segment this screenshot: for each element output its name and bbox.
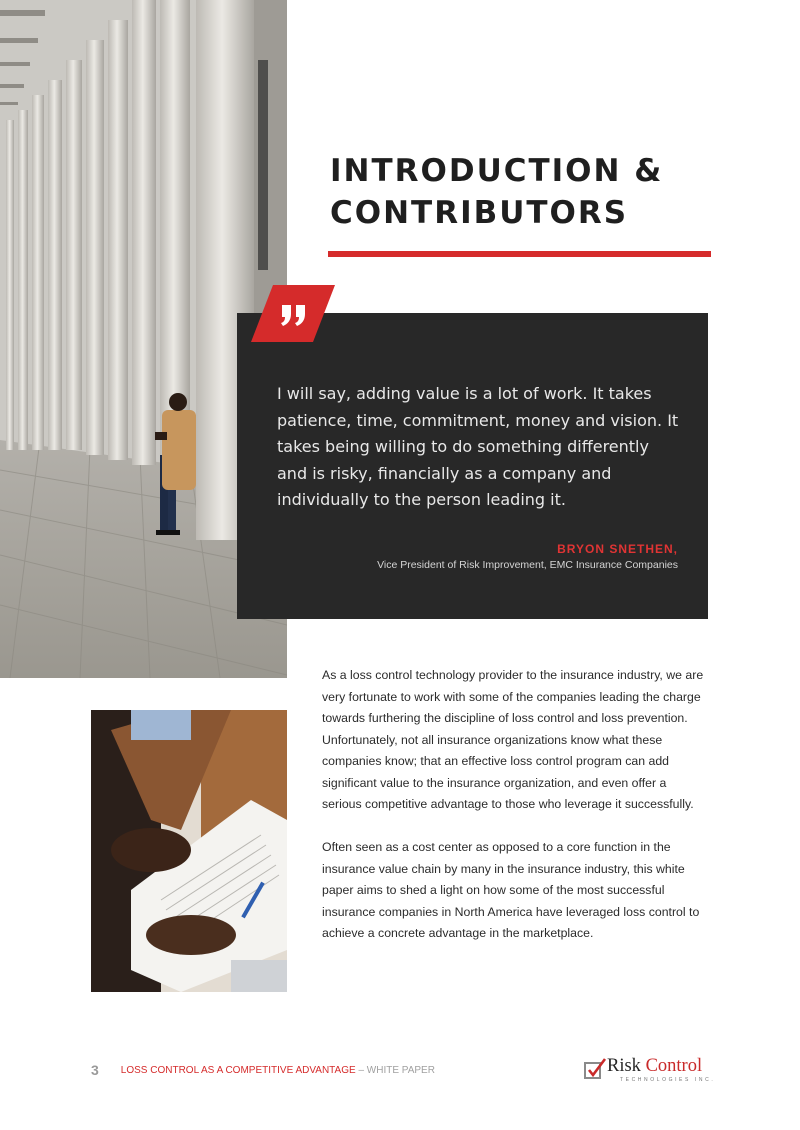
page-number: 3 xyxy=(91,1062,99,1078)
body-text xyxy=(322,665,707,966)
footer-separator: – xyxy=(355,1064,367,1076)
footer-label: WHITE PAPER xyxy=(366,1064,435,1076)
quote-text: I will say, adding value is a lot of work. It takes patience, time, commitment, money and vision. It takes being willing to do something differently and is risky, financially as a company and individually to the person leading it. xyxy=(277,384,679,510)
page-footer xyxy=(91,1062,435,1078)
logo-word-risk: Risk xyxy=(607,1056,641,1076)
body-paragraph-1: As a loss control technology provider to the insurance industry, we are very fortunate to work with some of the companies leading the charge towards furthering the discipline of loss control and loss prevention. Unfortunately, not all insurance organizations know what these companies know; that an effective loss control program can add significant value to the insurance organization, and even offer a serious competitive advantage to those who leverage it successfully. xyxy=(322,668,704,811)
company-logo xyxy=(583,1055,716,1087)
body-paragraph-2: Often seen as a cost center as opposed to a core function in the insurance value chain by many in the insurance industry, this white paper aims to shed a light on how some of the most successful insurance companies in North America have leveraged loss control to achieve a concrete advantage in the marketplace. xyxy=(322,840,700,940)
logo-wordmark xyxy=(607,1056,702,1077)
logo-subtitle: TECHNOLOGIES INC. xyxy=(620,1077,716,1083)
title-line-2: CONTRIBUTORS xyxy=(330,195,629,231)
documents-photo xyxy=(91,710,287,992)
footer-document-title: LOSS CONTROL AS A COMPETITIVE ADVANTAGE xyxy=(120,1064,356,1076)
quote-mark-icon xyxy=(251,285,335,342)
title-line-1: INTRODUCTION & xyxy=(330,153,664,189)
documents-illustration xyxy=(91,710,287,992)
quote-author-role: Vice President of Risk Improvement, EMC Insurance Companies xyxy=(377,559,678,571)
checkbox-logo-icon xyxy=(583,1058,607,1082)
quote-author: BRYON SNETHEN, xyxy=(557,542,678,556)
page-title xyxy=(330,150,730,234)
title-divider xyxy=(328,251,711,257)
logo-word-control: Control xyxy=(645,1056,703,1076)
